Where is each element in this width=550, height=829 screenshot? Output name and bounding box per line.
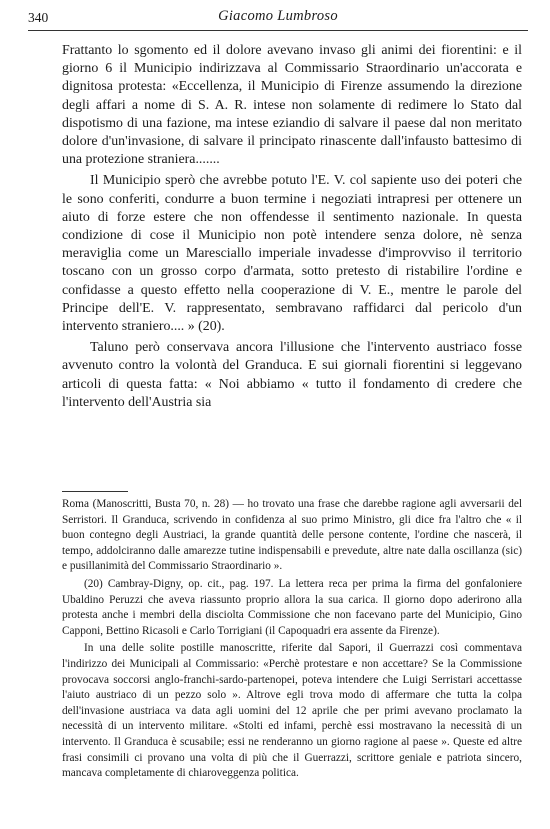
footnote: In una delle solite postille manoscritte, riferite dal Sapori, il Guerrazzi così commentava l'indirizzo dei Municipali al Commissario: «Perchè protestare e non accettare? Se la Commissione provocava soccorsi anglo-franchi-sardo-partenopei, poteva intendere che Luigi Serristari accettasse l'aiuto austriaco di un pezzo solo ». Altrove egli trova modo di affermare che tutta la colpa dell'invasione austriaca va data agli uomini del 12 aprile che per primi avevano proclamato la necessità di un intervento militare. «Stolti ed infami, perchè essi mostravano la necessità di un intervento. Il Granduca è scusabile; essi ne renderanno un giorno ragione al paese ». Queste ed altre frasi consimili ci provano una volta di più che il Guerrazzi, scrittore geniale e patriota sincero, mancava completamente di chiaroveggenza politica. xyxy=(62,642,522,780)
header-rule xyxy=(28,30,528,31)
page-header xyxy=(28,8,528,30)
footnote: (20) Cambray-Digny, op. cit., pag. 197. La lettera reca per prima la firma del gonfaloniere Ubaldino Peruzzi che aveva riassunto proprio allora la sua carica. Il giorno dopo aderirono alla protesta anche i membri della disciolta Commissione che non facevano parte del Municipio, Gino Capponi, Bettino Ricasoli e Carlo Torrigiani (il Capoquadri era assente da Firenze). xyxy=(62,577,522,637)
page-number: 340 xyxy=(28,10,49,25)
footnotes xyxy=(62,497,522,784)
body-paragraph: Il Municipio sperò che avrebbe potuto l'E. V. col sapiente uso dei poteri che le sono conferiti, condurre a buon termine i negoziati intrapresi per ottenere un aiuto di forze estere che non offendesse il sentimento nazionale. In questa condizione di cose il Municipio non potè intendere senza dolore, nè senza meraviglia come un Maresciallo imperiale invadesse d'improvviso il territorio toscano con un grosso corpo d'armata, sotto pretesto di ristabilire l'ordine e confidasse a questo effetto nella cooperazione di V. E., mentre le parole del Principe dell'E. V. rappresentato, sembravano raffidarci dal pericolo d'un intervento straniero.... » (20). xyxy=(62,173,522,335)
footnote-separator xyxy=(62,491,128,492)
main-text xyxy=(62,42,522,415)
running-title: Giacomo Lumbroso xyxy=(218,8,338,24)
footnote: Roma (Manoscritti, Busta 70, n. 28) — ho trovato una frase che darebbe ragione agli avversarii del Serristori. Il Granduca, scrivendo in confidenza al suo primo Ministro, gli dice fra l'altro che « il buon contegno degli Austriaci, la grande quantità delle persone contente, l'ordine che nascerà, il tempo, addolciranno dalle amarezze tutine indispensabili e prevedute, altre nate dalla oscillanza (sic) e pusillanimità del Commissario Straordinario ». xyxy=(62,498,522,573)
body-paragraph: Frattanto lo sgomento ed il dolore avevano invaso gli animi dei fiorentini: e il giorno 6 il Municipio indirizzava al Commissario Straordinario un'accorata e dignitosa protesta: «Eccellenza, il Municipio di Firenze assumendo la direzione degli affari a nome di S. A. R. intese non solamente di redimere lo Stato dal dispotismo di una fazione, ma intese eziandio di salvare il paese dal non meritato dolore d'un'invasione, di salvare il principato rinascente dall'infausto battesimo di una protezione straniera....... xyxy=(62,43,522,168)
body-paragraph: Taluno però conservava ancora l'illusione che l'intervento austriaco fosse avvenuto contro la volontà del Granduca. E sui giornali fiorentini si leggevano articoli di questa fatta: « Noi abbiamo « tutto il fondamento di credere che l'intervento dell'Austria sia xyxy=(62,340,522,410)
